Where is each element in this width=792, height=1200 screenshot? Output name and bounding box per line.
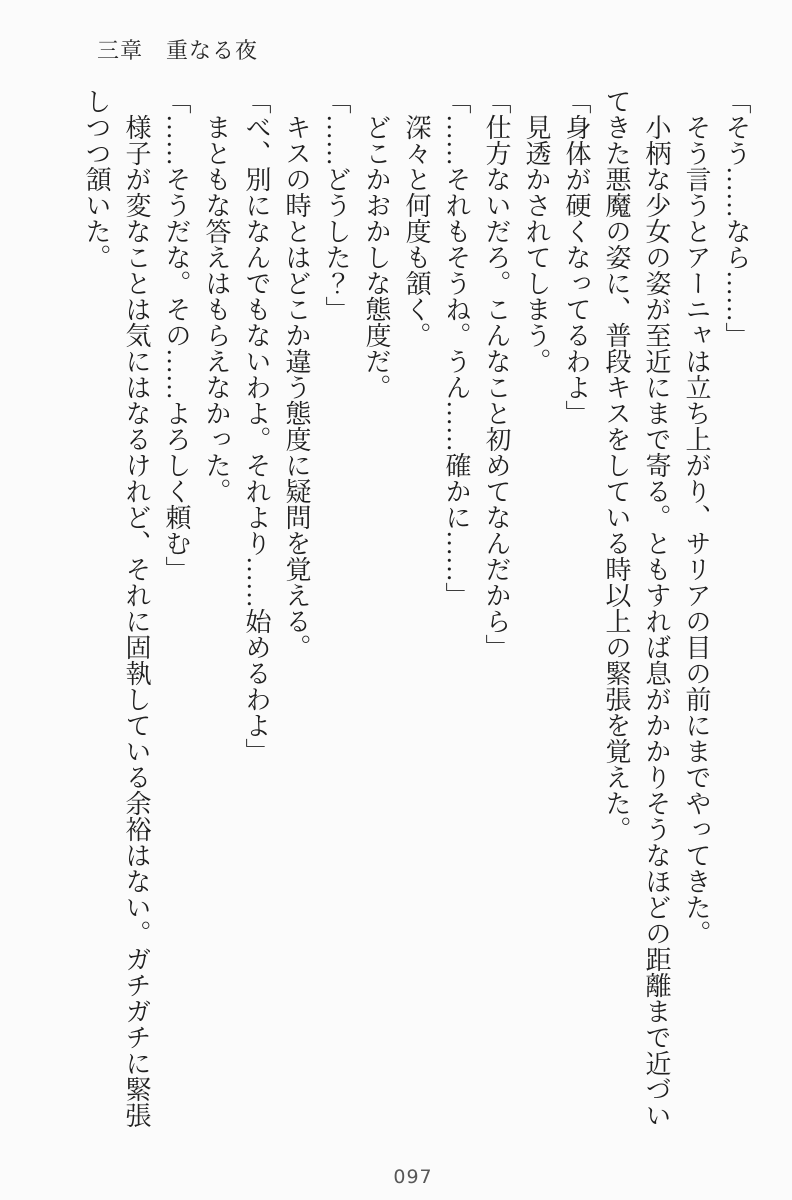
- paragraph: 「そう……なら……」: [722, 88, 751, 348]
- page-number: 097: [393, 1166, 433, 1188]
- paragraph: 小柄な少女の姿が至近にまで寄る。ともすれば息がかかりそうなほどの距離まで近づいてきた悪魔の姿に、普段キスをしている時以上の緊張を覚えた。: [602, 88, 671, 1128]
- paragraph: 見透かされてしまう。: [522, 88, 551, 374]
- paragraph: どこかおかしな態度だ。: [362, 88, 391, 400]
- chapter-header: [71, 8, 258, 91]
- paragraph: 「べ、別になんでもないわよ。それより……始めるわよ」: [242, 88, 271, 764]
- paragraph: 「……どうした？」: [322, 88, 351, 322]
- chapter-title: 三章 重なる夜: [97, 38, 259, 63]
- paragraph: 様子が変なことは気にはなるけれど、それに固執している余裕はない。ガチガチに緊張しつつ頷いた。: [82, 88, 151, 1128]
- paragraph: 深々と何度も頷く。: [402, 88, 431, 348]
- paragraph: 「……そうだな。その……よろしく頼む」: [162, 88, 191, 582]
- paragraph: 「……それもそうね。うん……確かに……」: [442, 88, 471, 608]
- paragraph: 「仕方ないだろ。こんなこと初めてなんだから」: [482, 88, 511, 660]
- page-text-body: [76, 88, 756, 1144]
- paragraph: キスの時とはどこか違う態度に疑問を覚える。: [282, 88, 311, 660]
- paragraph: そう言うとアーニャは立ち上がり、サリアの目の前にまでやってきた。: [682, 88, 711, 946]
- paragraph: まともな答えはもらえなかった。: [202, 88, 231, 504]
- paragraph: 「身体が硬くなってるわよ」: [562, 88, 591, 426]
